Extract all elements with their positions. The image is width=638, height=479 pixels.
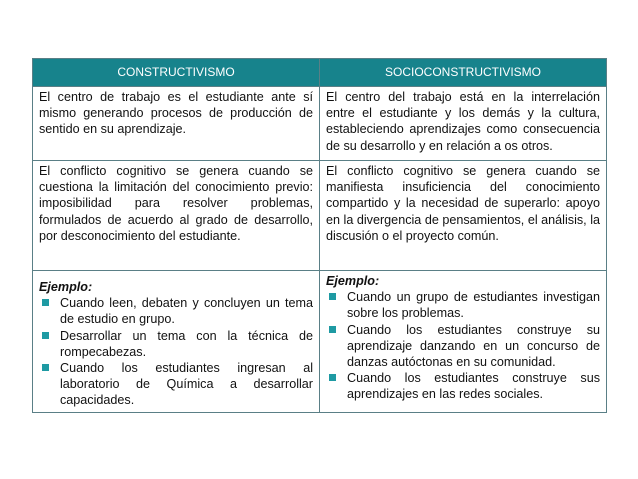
example-list-left xyxy=(39,295,313,408)
cell-row1-left: El centro de trabajo es el estudiante ante sí mismo generando procesos de producción de sentido en su aprendizaje. xyxy=(33,87,320,161)
example-title-right: Ejemplo: xyxy=(326,274,380,288)
bullet-square-icon xyxy=(42,364,49,371)
bullet-square-icon xyxy=(42,299,49,306)
list-item: Cuando un grupo de estudiantes investigan sobre los problemas. xyxy=(326,289,600,321)
comparison-table xyxy=(32,58,607,413)
header-socioconstructivismo: SOCIOCONSTRUCTIVISMO xyxy=(320,59,607,87)
list-item: Cuando los estudiantes construye sus aprendizajes en las redes sociales. xyxy=(326,370,600,402)
cell-examples-right xyxy=(320,271,607,413)
list-item: Cuando los estudiantes ingresan al laboratorio de Química a desarrollar capacidades. xyxy=(39,360,313,409)
table-row xyxy=(33,87,607,161)
example-title-left: Ejemplo: xyxy=(39,280,93,294)
example-list-right xyxy=(326,289,600,402)
cell-row2-left: El conflicto cognitivo se genera cuando se cuestiona la limitación del conocimiento previo: imposibilidad para resolver problemas, formulados de acuerdo al grado de desarrollo, por desconocimiento del estudiante. xyxy=(33,161,320,271)
list-item: Desarrollar un tema con la técnica de rompecabezas. xyxy=(39,328,313,360)
table-row xyxy=(33,161,607,271)
header-constructivismo: CONSTRUCTIVISMO xyxy=(33,59,320,87)
bullet-square-icon xyxy=(329,326,336,333)
bullet-square-icon xyxy=(329,374,336,381)
cell-row1-right: El centro del trabajo está en la interrelación entre el estudiante y los demás y la cultura, estableciendo aprendizajes como consecuencia de su desarrollo y en relación a os otros. xyxy=(320,87,607,161)
bullet-square-icon xyxy=(42,332,49,339)
cell-examples-left xyxy=(33,271,320,413)
table-row-examples xyxy=(33,271,607,413)
list-item: Cuando leen, debaten y concluyen un tema de estudio en grupo. xyxy=(39,295,313,327)
header-row xyxy=(33,59,607,87)
cell-row2-right: El conflicto cognitivo se genera cuando se manifiesta insuficiencia del conocimiento compartido y la necesidad de superarlo: apoyo en la divergencia de pensamientos, el análisis, la discusión o el proyecto común. xyxy=(320,161,607,271)
list-item: Cuando los estudiantes construye su aprendizaje danzando en un concurso de danzas autóctonas en su comunidad. xyxy=(326,322,600,371)
bullet-square-icon xyxy=(329,293,336,300)
